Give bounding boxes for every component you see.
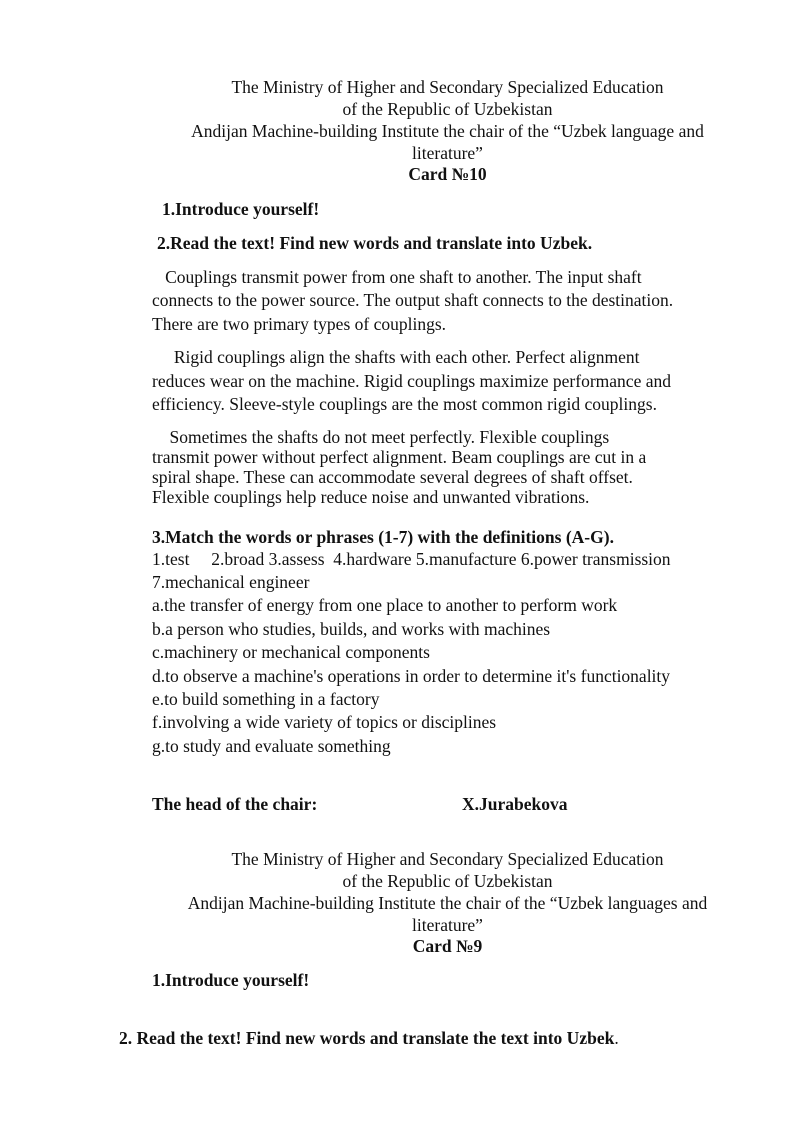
definition-a: a.the transfer of energy from one place to another to perform work	[152, 595, 618, 615]
head-of-chair-name: X.Jurabekova	[462, 794, 568, 814]
head-of-chair-label: The head of the chair:	[152, 794, 318, 814]
definition-c: c.machinery or mechanical components	[152, 642, 430, 662]
literature-line: literature”	[412, 143, 483, 163]
task-3-heading: 3.Match the words or phrases (1-7) with the definitions (A-G).	[152, 527, 614, 547]
paragraph-line: transmit power without perfect alignment. Beam couplings are cut in a	[152, 447, 647, 467]
card-9-title: Card №9	[412, 936, 483, 956]
task-2-heading: 2. Read the text! Find new words and translate the text into Uzbek	[119, 1028, 615, 1048]
task-2-period: .	[614, 1028, 619, 1048]
paragraph-line: efficiency. Sleeve-style couplings are the most common rigid couplings.	[152, 394, 657, 414]
republic-line: of the Republic of Uzbekistan	[342, 99, 553, 119]
paragraph-line: Sometimes the shafts do not meet perfectly. Flexible couplings	[152, 427, 610, 447]
paragraph-line: connects to the power source. The output shaft connects to the destination.	[152, 290, 674, 310]
ministry-line: The Ministry of Higher and Secondary Specialized Education	[231, 77, 664, 97]
paragraph-line: There are two primary types of couplings.	[152, 314, 447, 334]
ministry-line: The Ministry of Higher and Secondary Specialized Education	[231, 849, 664, 869]
word-list-line-2: 7.mechanical engineer	[152, 572, 310, 592]
definition-f: f.involving a wide variety of topics or disciplines	[152, 712, 497, 732]
task-1-heading: 1.Introduce yourself!	[152, 970, 310, 990]
definition-b: b.a person who studies, builds, and works with machines	[152, 619, 551, 639]
definition-g: g.to study and evaluate something	[152, 736, 391, 756]
card-10-title: Card №10	[408, 164, 487, 184]
task-2-heading-line	[119, 1028, 619, 1050]
paragraph-line: Flexible couplings help reduce noise and unwanted vibrations.	[152, 487, 590, 507]
paragraph-line: spiral shape. These can accommodate several degrees of shaft offset.	[152, 467, 633, 487]
word-list-line-1: 1.test 2.broad 3.assess 4.hardware 5.manufacture 6.power transmission	[152, 549, 671, 569]
institute-line: Andijan Machine-building Institute the chair of the “Uzbek languages and	[187, 893, 708, 913]
literature-line: literature”	[412, 915, 483, 935]
institute-line: Andijan Machine-building Institute the chair of the “Uzbek language and	[191, 121, 704, 141]
task-1-heading: 1.Introduce yourself!	[162, 199, 320, 219]
republic-line: of the Republic of Uzbekistan	[342, 871, 553, 891]
definition-e: e.to build something in a factory	[152, 689, 380, 709]
task-2-heading: 2.Read the text! Find new words and translate into Uzbek.	[157, 233, 593, 253]
paragraph-line: reduces wear on the machine. Rigid couplings maximize performance and	[152, 371, 671, 391]
paragraph-line: Couplings transmit power from one shaft to another. The input shaft	[152, 267, 642, 287]
definition-d: d.to observe a machine's operations in order to determine it's functionality	[152, 666, 671, 686]
paragraph-line: Rigid couplings align the shafts with each other. Perfect alignment	[152, 347, 640, 367]
